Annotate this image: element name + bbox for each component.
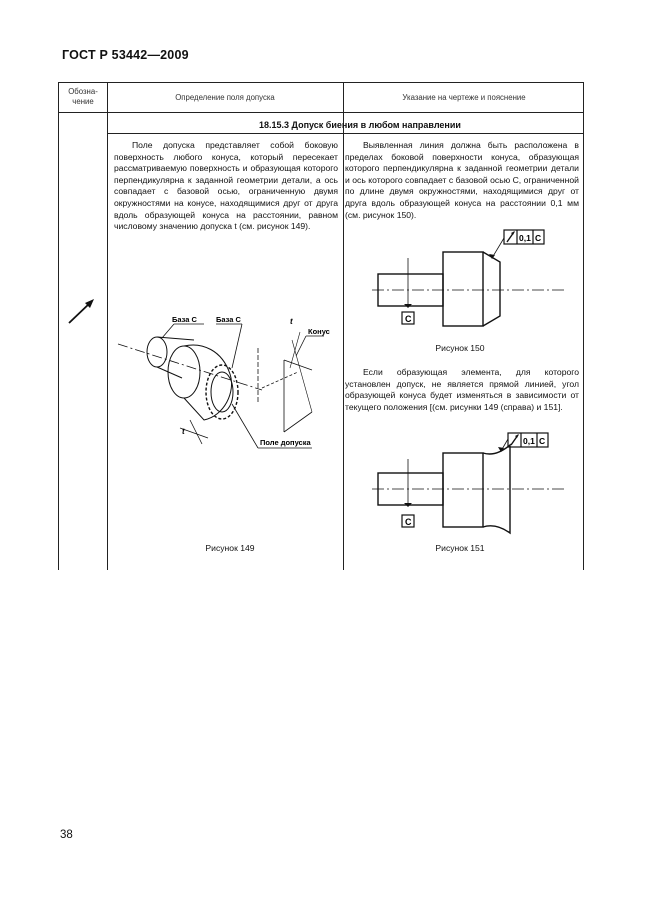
fig149-label-tol-zone: Поле допуска xyxy=(260,438,311,447)
figure-151-caption: Рисунок 151 xyxy=(435,543,485,553)
fig149-label-t1: t xyxy=(182,427,185,436)
fig149-label-base-c-1: База С xyxy=(172,315,197,324)
page-number: 38 xyxy=(60,829,73,841)
table-header-divider xyxy=(58,112,584,113)
column-header-indication: Указание на чертеже и пояснение xyxy=(402,93,526,102)
definition-paragraph: Поле допуска представляет собой боковую поверхность любого конуса, который пересекает рассматриваемую поверхность и образующая которого перпендикулярна к заданной геометрии детали, а ось совпадает с базовой осью, ограниченную двумя окружностями на конусе, находящимися друг от друга вдоль образующей конуса на расстоянии, равном числовому значению допуска t (см. рисунок 149). xyxy=(114,140,338,232)
figure-150-drawing xyxy=(368,228,568,332)
fig151-frame-value: 0,1 xyxy=(523,436,535,446)
figure-150-caption: Рисунок 150 xyxy=(435,343,485,353)
section-title: 18.15.3 Допуск биения в любом направлении xyxy=(259,120,461,130)
table-col-divider-2 xyxy=(343,82,344,570)
definition-text xyxy=(114,140,338,233)
runout-symbol-icon xyxy=(66,296,98,326)
document-code: ГОСТ Р 53442—2009 xyxy=(62,48,189,62)
figure-149-drawing xyxy=(112,312,332,462)
column-header-designation: Обозна- чение xyxy=(68,87,98,106)
fig151-frame-datum: C xyxy=(539,436,546,446)
indication-text-2 xyxy=(345,367,579,413)
fig149-label-t2: t xyxy=(290,317,293,326)
fig150-datum-label: C xyxy=(405,314,412,324)
fig150-frame-value: 0,1 xyxy=(519,233,531,243)
figure-151-drawing xyxy=(368,433,568,533)
fig151-datum-label: C xyxy=(405,517,412,527)
table-top-border xyxy=(58,82,584,83)
fig150-frame-datum: C xyxy=(535,233,542,243)
indication-text-1 xyxy=(345,140,579,221)
table-left-border xyxy=(58,82,59,570)
table-right-border xyxy=(583,82,584,570)
table-col-divider-1 xyxy=(107,82,108,570)
fig149-label-cone: Конус xyxy=(308,327,330,336)
fig149-label-base-c-2: База С xyxy=(216,315,241,324)
indication-paragraph-1: Выявленная линия должна быть расположена в пределах боковой поверхности конуса, образующая которого перпендикулярна к заданной геометрии детали и ось которого совпадает с базовой осью С, ограниченной по длине двумя окружностями, находящимися друг от друга вдоль образующей конуса на расстоянии 0,1 мм (см. рисунок 150). xyxy=(345,140,579,220)
column-header-definition: Определение поля допуска xyxy=(175,93,275,102)
section-title-underline xyxy=(108,133,584,134)
indication-paragraph-2: Если образующая элемента, для которого установлен допуск, не является прямой линией, угол образующей конуса будет изменяться в зависимости от текущего положения [(см. рисунки 149 (справа) и 151]. xyxy=(345,367,579,412)
figure-149-caption: Рисунок 149 xyxy=(205,543,255,553)
